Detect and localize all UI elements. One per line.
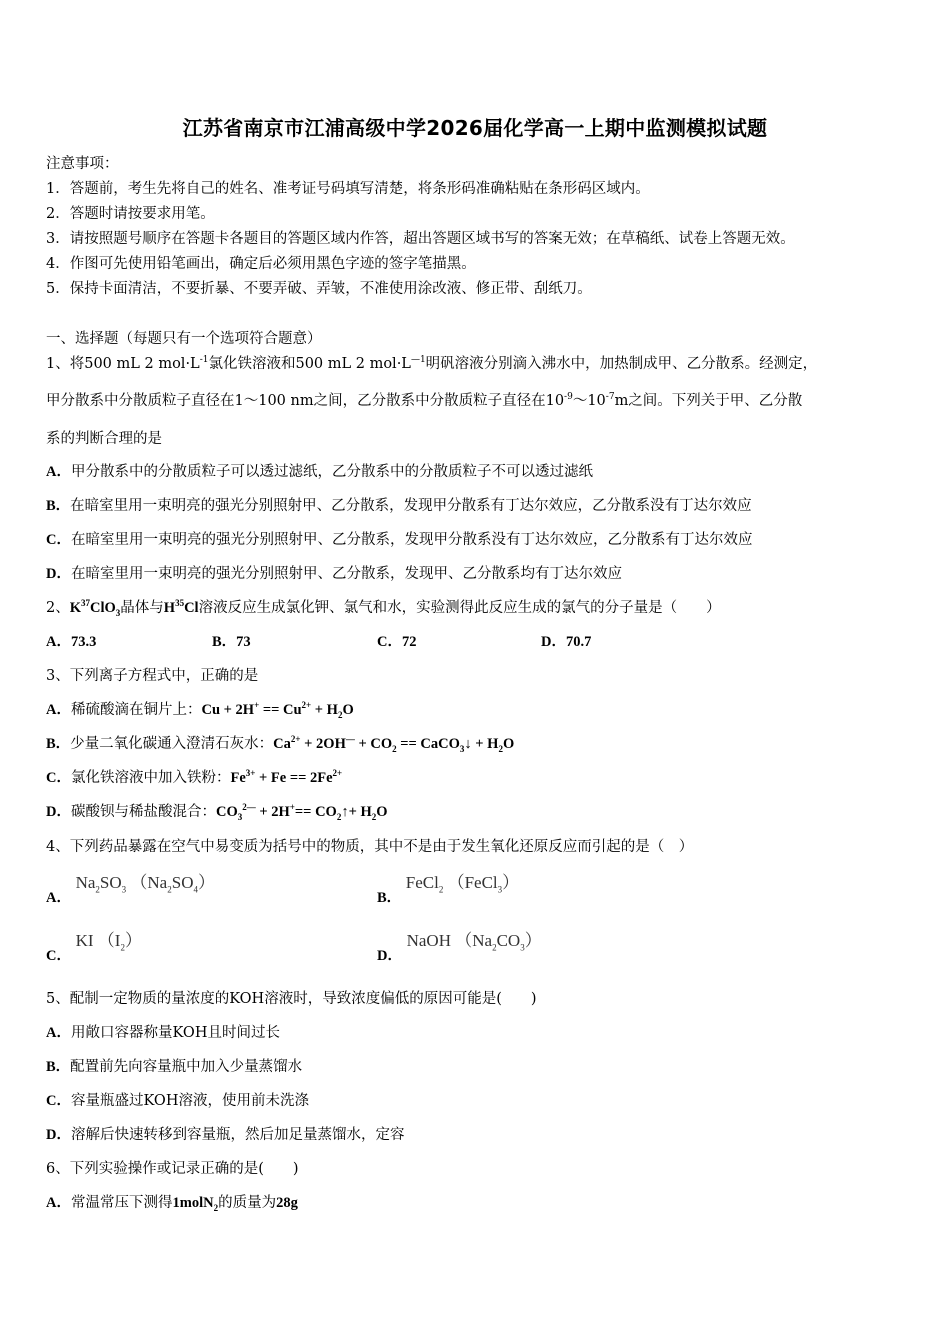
notice-item: 3．请按照题号顺序在答题卡各题目的答题区域内作答，超出答题区域书写的答案无效；在草稿纸、试卷上答题无效。 <box>46 231 795 247</box>
q5-option-c[interactable]: C．容量瓶盛过KOH溶液，使用前未洗涤 <box>46 1093 309 1109</box>
q5-option-b[interactable]: B．配置前先向容量瓶中加入少量蒸馏水 <box>46 1059 303 1075</box>
q4-option-c[interactable]: C． KI $(I_2)$ <box>46 931 142 964</box>
notice-item: 1．答题前，考生先将自己的姓名、准考证号码填写清楚，将条形码准确粘贴在条形码区域内。 <box>46 181 650 197</box>
q4-formula-c: KI $(I_2)$ <box>75 931 142 953</box>
q4-formula-d: NaOH $(Na_2CO_3)$ <box>406 931 542 953</box>
q6-option-a[interactable]: A．常温常压下测得1molN$_2$的质量为28g <box>46 1195 298 1213</box>
q4-stem: 4、下列药品暴露在空气中易变质为括号中的物质，其中不是由于发生氧化还原反应而引起的是（ ） <box>46 839 694 855</box>
notice-heading: 注意事项： <box>46 156 119 172</box>
q4-option-a[interactable]: A． $Na_2SO_3$ $(Na_2SO_4)$ <box>46 873 215 906</box>
notice-item: 4．作图可先使用铅笔画出，确定后必须用黑色字迹的签字笔描黑。 <box>46 256 476 272</box>
q3-option-c[interactable]: C．氯化铁溶液中加入铁粉：$Fe^{3+} + Fe == 2Fe^{2+}$ <box>46 768 343 786</box>
q4-option-d[interactable]: D． NaOH $(Na_2CO_3)$ <box>377 931 542 964</box>
q2-option-c[interactable]: C．72 <box>377 634 417 650</box>
q2-option-b[interactable]: B．73 <box>212 634 251 650</box>
q2-option-d[interactable]: D．70.7 <box>541 634 592 650</box>
q1-stem-line3: 系的判断合理的是 <box>46 431 162 447</box>
q1-option-b[interactable]: B．在暗室里用一束明亮的强光分别照射甲、乙分散系，发现甲分散系有丁达尔效应，乙分散系没有丁达尔效应 <box>46 498 752 514</box>
q1-option-a[interactable]: A．甲分散系中的分散质粒子可以透过滤纸，乙分散系中的分散质粒子不可以透过滤纸 <box>46 464 593 480</box>
q4-formula-b: FeCl$_2$ （FeCl$_3$） <box>405 873 520 895</box>
q1-stem-line1: 1、将500 mL 2 $mol\cdot L^{-1}$氯化铁溶液和500 mL 2 $mol\cdot L^{—1}$明矾溶液分别滴入沸水中，加热制成甲、乙分散系。经测定， <box>46 355 818 372</box>
q2-option-a[interactable]: A．73.3 <box>46 634 97 650</box>
q5-option-d[interactable]: D．溶解后快速转移到容量瓶，然后加足量蒸馏水，定容 <box>46 1127 405 1143</box>
q3-option-b[interactable]: B．少量二氧化碳通入澄清石灰水：$Ca^{2+} + 2OH^— + CO_2$ == CaCO$_3$↓ + $H_2O$ <box>46 734 515 754</box>
q3-stem: 3、下列离子方程式中，正确的是 <box>46 668 259 684</box>
q1-stem-line2: 甲分散系中分散质粒子直径在1～100 nm之间，乙分散系中分散质粒子直径在$10^{-9}\sim 10^{-7}m$之间。下列关于甲、乙分散 <box>46 392 803 409</box>
q6-stem: 6、下列实验操作或记录正确的是( ) <box>46 1161 299 1177</box>
page-title: 江苏省南京市江浦高级中学2026届化学高一上期中监测模拟试题 <box>182 116 768 140</box>
q4-option-b[interactable]: B． FeCl$_2$ （FeCl$_3$） <box>377 873 520 906</box>
q5-option-a[interactable]: A．用敞口容器称量KOH且时间过长 <box>46 1025 280 1041</box>
section-heading: 一、选择题（每题只有一个选项符合题意） <box>46 331 322 347</box>
q1-option-d[interactable]: D．在暗室里用一束明亮的强光分别照射甲、乙分散系，发现甲、乙分散系均有丁达尔效应 <box>46 566 622 582</box>
q4-formula-a: $Na_2SO_3$ $(Na_2SO_4)$ <box>75 873 215 895</box>
q2-stem: 2、$K^{37}ClO_3$晶体与$H^{35}Cl$溶液反应生成氯化钾、氯气和水，实验测得此反应生成的氯气的分子量是（ ） <box>46 598 721 618</box>
notice-item: 2．答题时请按要求用笔。 <box>46 206 215 222</box>
q1-option-c[interactable]: C．在暗室里用一束明亮的强光分别照射甲、乙分散系，发现甲分散系没有丁达尔效应，乙分散系有丁达尔效应 <box>46 532 753 548</box>
q3-option-a[interactable]: A．稀硫酸滴在铜片上：$Cu + 2H^+ == Cu^{2+} + H_2O$ <box>46 700 354 720</box>
q3-option-d[interactable]: D．碳酸钡与稀盐酸混合：$CO_3^{2—} + 2H^+==$ $CO_2↑+ H_2O$ <box>46 802 388 822</box>
notice-item: 5．保持卡面清洁，不要折暴、不要弄破、弄皱，不准使用涂改液、修正带、刮纸刀。 <box>46 281 592 297</box>
q5-stem: 5、配制一定物质的量浓度的KOH溶液时，导致浓度偏低的原因可能是( ) <box>46 991 537 1007</box>
